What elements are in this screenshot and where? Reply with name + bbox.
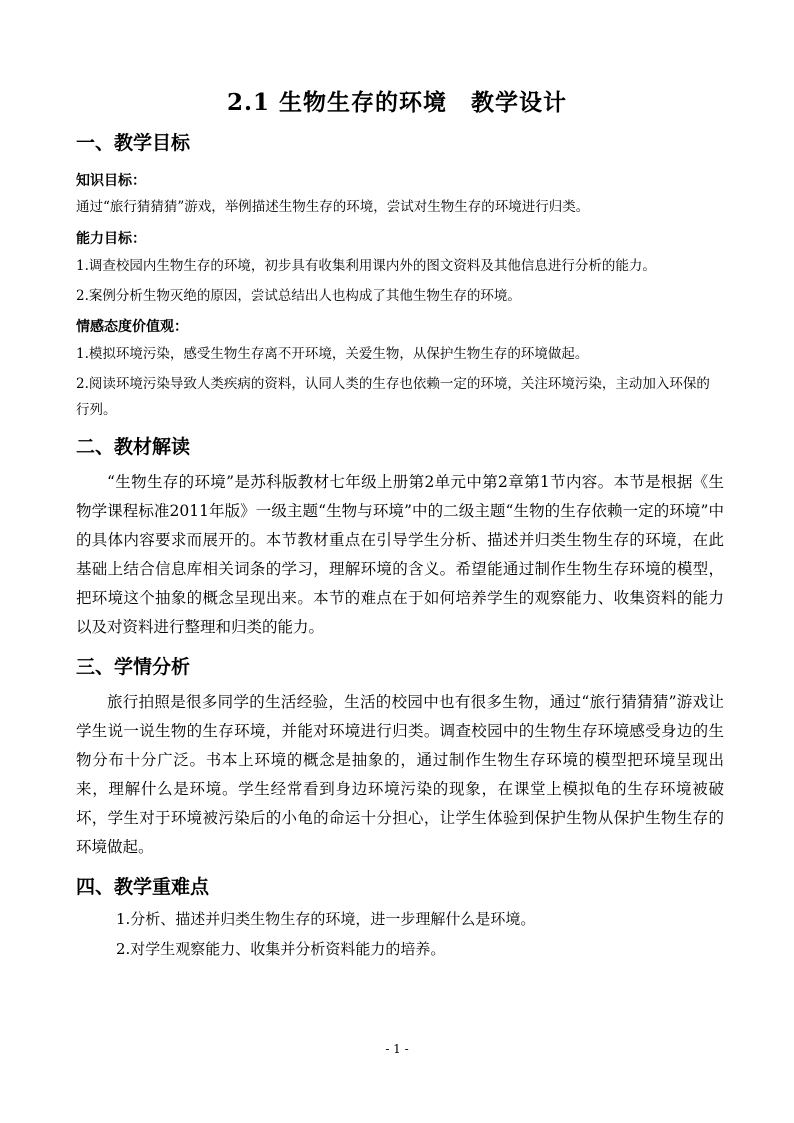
section-heading-students: 三、学情分析 bbox=[76, 656, 191, 678]
key-point-item: 1.分析、描述并归类生物生存的环境，进一步理解什么是环境。 bbox=[116, 910, 536, 928]
section-heading-textbook: 二、教材解读 bbox=[76, 436, 191, 458]
attitude-objective-item: 2.阅读环境污染导致人类疾病的资料，认同人类的生存也依赖一定的环境，关注环境污染，主动加入环保的行列。 bbox=[76, 376, 710, 418]
textbook-analysis-paragraph: “生物生存的环境”是苏科版教材七年级上册第2单元中第2章第1节内容。本节是根据《生物学课程标准2011年版》一级主题“生物与环境”中的二级主题“生物的生存依赖一定的环境”中的具体内容要求而展开的。本节教材重点在引导学生分析、描述并归类生物生存的环境，在此基础上结合信息库相关词条的学习，理解环境的含义。希望能通过制作生物生存环境的模型，把环境这个抽象的概念呈现出来。本节的难点在于如何培养学生的观察能力、收集资料的能力以及对资料进行整理和归类的能力。 bbox=[76, 473, 724, 636]
ability-objective-label: 能力目标： bbox=[76, 231, 146, 247]
attitude-objective-item: 1.模拟环境污染，感受生物生存离不开环境，关爱生物，从保护生物生存的环境做起。 bbox=[76, 346, 589, 362]
student-analysis-paragraph: 旅行拍照是很多同学的生活经验，生活的校园中也有很多生物，通过“旅行猜猜猜”游戏让学生说一说生物的生存环境，并能对环境进行归类。调查校园中的生物生存环境感受身边的生物分布十分广泛。书本上环境的概念是抽象的，通过制作生物生存环境的模型把环境呈现出来，理解什么是环境。学生经常看到身边环境污染的现象，在课堂上模拟龟的生存环境被破坏，学生对于环境被污染后的小龟的命运十分担心，让学生体验到保护生物从保护生物生存的环境做起。 bbox=[76, 693, 724, 856]
section-heading-key-points: 四、教学重难点 bbox=[76, 876, 210, 898]
section-heading-objectives: 一、教学目标 bbox=[76, 132, 191, 154]
attitude-objective-label: 情感态度价值观： bbox=[76, 319, 188, 335]
knowledge-objective-text: 通过“旅行猜猜猜”游戏，举例描述生物生存的环境，尝试对生物生存的环境进行归类。 bbox=[76, 199, 590, 215]
key-point-item: 2.对学生观察能力、收集并分析资料能力的培养。 bbox=[116, 940, 446, 958]
knowledge-objective-label: 知识目标： bbox=[76, 173, 146, 189]
ability-objective-item: 2.案例分析生物灭绝的原因，尝试总结出人也构成了其他生物生存的环境。 bbox=[76, 288, 521, 304]
page-number: - 1 - bbox=[385, 1042, 409, 1056]
ability-objective-item: 1.调查校园内生物生存的环境，初步具有收集利用课内外的图文资料及其他信息进行分析的能力。 bbox=[76, 258, 656, 274]
document-title: 2.1 生物生存的环境 教学设计 bbox=[226, 89, 568, 116]
